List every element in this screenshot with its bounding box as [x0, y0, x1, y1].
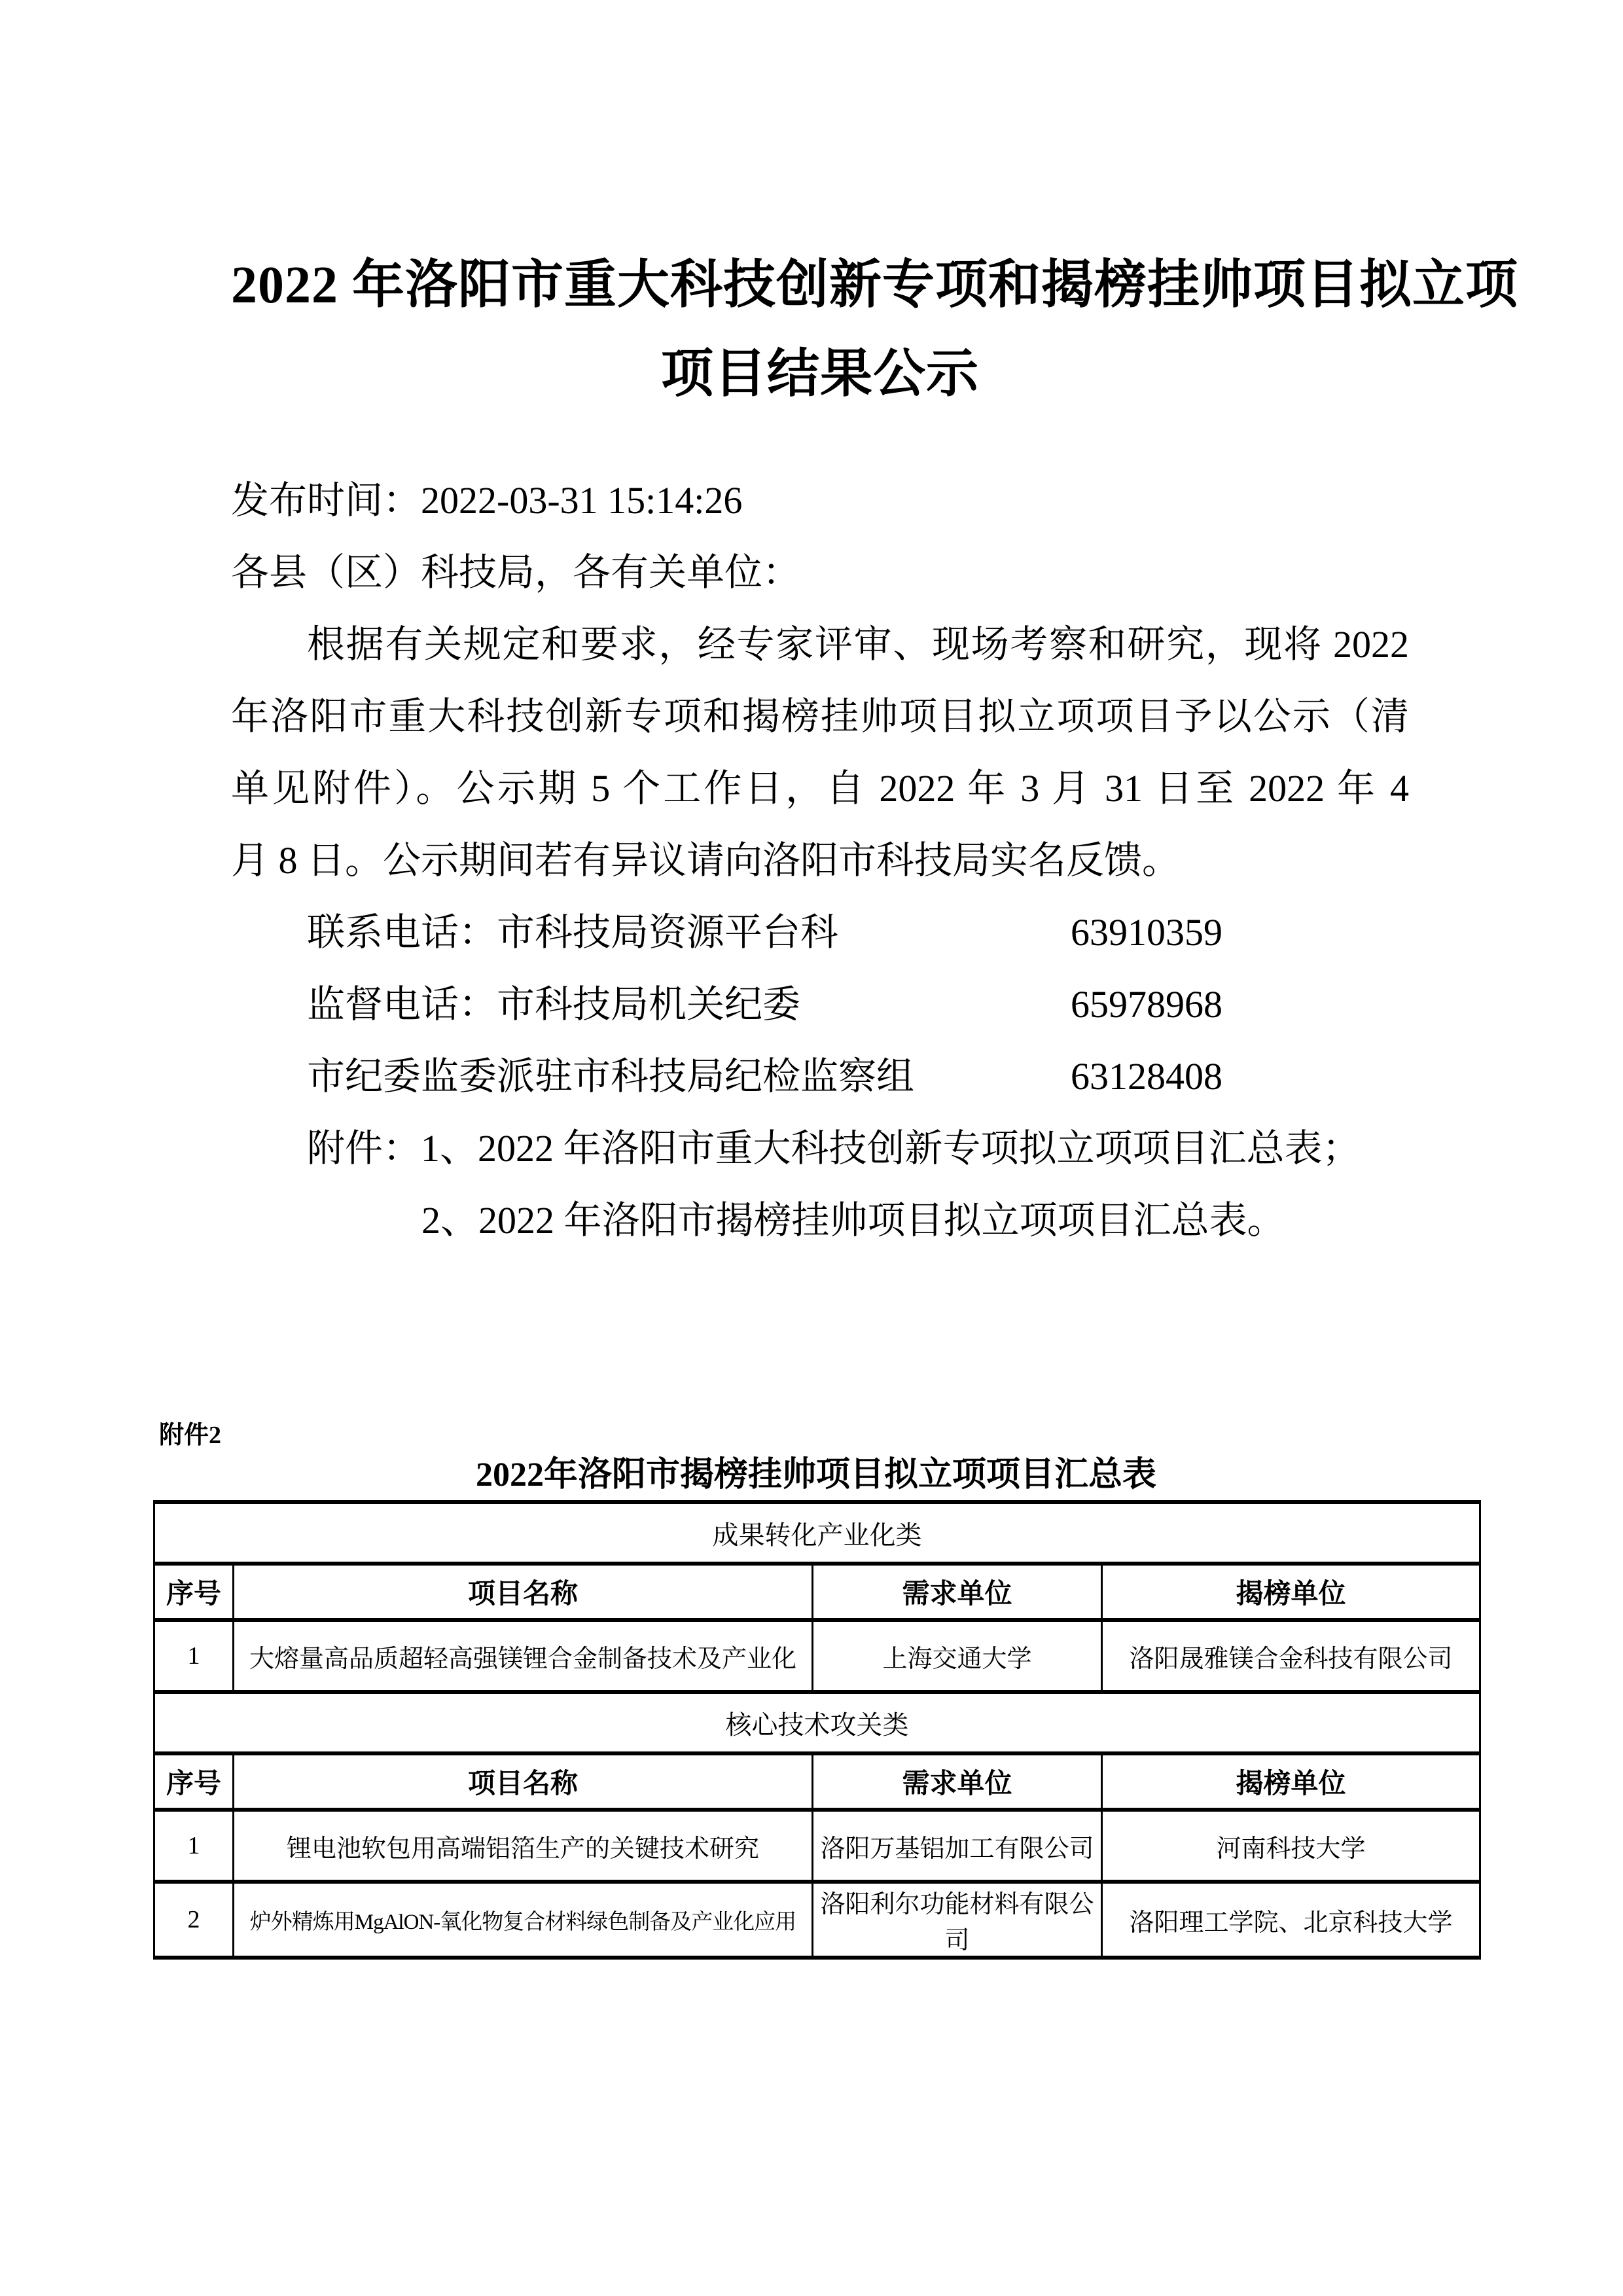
document-title	[231, 241, 1518, 419]
table-cell-project-name: 大熔量高品质超轻高强镁锂合金制备技术及产业化	[234, 1620, 813, 1692]
table-cell-awarded-unit: 河南科技大学	[1102, 1810, 1480, 1882]
table-cell-demand-unit: 洛阳利尔功能材料有限公司	[813, 1882, 1102, 1958]
contact-phone-number: 63128408	[1071, 1055, 1222, 1098]
table-cell-awarded-unit: 洛阳理工学院、北京科技大学	[1102, 1882, 1480, 1958]
paragraph-line: 月 8 日。公示期间若有异议请向洛阳市科技局实名反馈。	[231, 839, 1181, 882]
table-header-cell: 揭榜单位	[1102, 1753, 1480, 1810]
contact-label: 监督电话：市科技局机关纪委	[307, 983, 801, 1026]
table-cell-demand-unit: 洛阳万基铝加工有限公司	[813, 1810, 1102, 1882]
contact-label: 联系电话：市科技局资源平台科	[307, 911, 839, 954]
paragraph-line: 单见附件）。公示期 5 个工作日，自 2022 年 3 月 31 日至 2022 年 4	[231, 767, 1409, 810]
table-header-cell: 项目名称	[234, 1753, 813, 1810]
paragraph-line: 年洛阳市重大科技创新专项和揭榜挂帅项目拟立项项目予以公示（清	[231, 695, 1409, 738]
table-section-label: 成果转化产业化类	[154, 1502, 1480, 1564]
table-section-row	[154, 1692, 1480, 1753]
table-header-cell: 需求单位	[813, 1564, 1102, 1620]
table-cell-index: 1	[154, 1810, 234, 1882]
table-cell-awarded-unit: 洛阳晟雅镁合金科技有限公司	[1102, 1620, 1480, 1692]
contact-label: 市纪委监委派驻市科技局纪检监察组	[307, 1055, 915, 1098]
table-header-cell: 序号	[154, 1753, 234, 1810]
table-section-label: 核心技术攻关类	[154, 1692, 1480, 1753]
table-header-row	[154, 1564, 1480, 1620]
table-cell-demand-unit: 上海交通大学	[813, 1620, 1102, 1692]
attachment-line: 附件：1、2022 年洛阳市重大科技创新专项拟立项项目汇总表；	[307, 1127, 1361, 1170]
table-header-cell: 项目名称	[234, 1564, 813, 1620]
paragraph-line: 根据有关规定和要求，经专家评审、现场考察和研究，现将 2022	[307, 623, 1409, 666]
table-row	[154, 1620, 1480, 1692]
table-row	[154, 1810, 1480, 1882]
table-header-cell: 序号	[154, 1564, 234, 1620]
contact-phone-number: 63910359	[1071, 911, 1222, 954]
attachment-line: 2、2022 年洛阳市揭榜挂帅项目拟立项项目汇总表。	[421, 1199, 1285, 1242]
table-cell-index: 2	[154, 1882, 234, 1958]
document-title-line1: 2022 年洛阳市重大科技创新专项和揭榜挂帅项目拟立项	[231, 257, 1518, 314]
contact-phone-number: 65978968	[1071, 983, 1222, 1026]
contact-row	[231, 897, 1409, 969]
publish-time: 发布时间：2022-03-31 15:14:26	[231, 479, 743, 522]
table-header-cell: 揭榜单位	[1102, 1564, 1480, 1620]
contact-row	[231, 1041, 1409, 1113]
table-header-cell: 需求单位	[813, 1753, 1102, 1810]
table-cell-index: 1	[154, 1620, 234, 1692]
salutation: 各县（区）科技局，各有关单位：	[231, 551, 801, 594]
table-section-row	[154, 1502, 1480, 1564]
document-body	[231, 465, 1409, 1257]
table-header-row	[154, 1753, 1480, 1810]
appendix-label: 附件2	[159, 1422, 222, 1449]
table-title: 2022年洛阳市揭榜挂帅项目拟立项项目汇总表	[475, 1456, 1156, 1494]
table-cell-project-name: 炉外精炼用MgAlON-氧化物复合材料绿色制备及产业化应用	[234, 1882, 813, 1958]
table-cell-project-name: 锂电池软包用高端铝箔生产的关键技术研究	[234, 1810, 813, 1882]
table-row	[154, 1882, 1480, 1958]
contact-row	[231, 969, 1409, 1041]
projects-summary-table	[153, 1500, 1481, 1960]
document-title-line2: 项目结果公示	[661, 346, 979, 403]
